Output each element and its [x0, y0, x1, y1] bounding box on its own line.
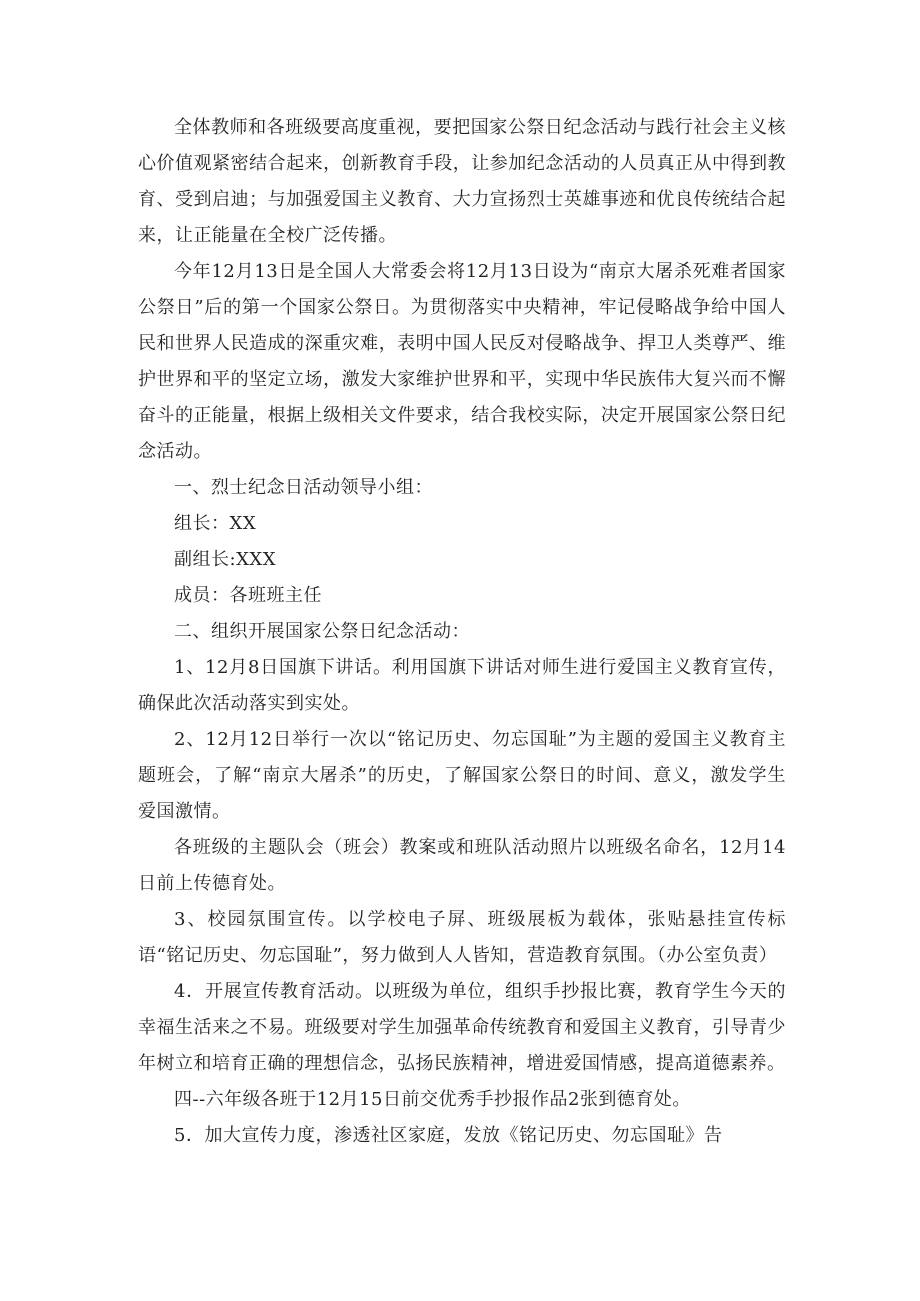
- paragraph-teachers-emphasis: 全体教师和各班级要高度重视，要把国家公祭日纪念活动与践行社会主义核心价值观紧密结合起来，创新教育手段，让参加纪念活动的人员真正从中得到教育、受到启迪；与加强爱国主义教育、大力宣扬烈士英雄事迹和优良传统结合起来，让正能量在全校广泛传播。: [138, 117, 786, 246]
- activity-item-4-note: 四--六年级各班于12月15日前交优秀手抄报作品2张到德育处。: [174, 1089, 691, 1110]
- activity-item-2-note: 各班级的主题队会（班会）教案或和班队活动照片以班级名命名，12月14日前上传德育处。: [138, 837, 786, 894]
- activity-item-4: 4．开展宣传教育活动。以班级为单位，组织手抄报比赛，教育学生今天的幸福生活来之不易。班级要对学生加强革命传统教育和爱国主义教育，引导青少年树立和培育正确的理想信念，弘扬民族精神，增进爱国情感，提高道德素养。: [138, 981, 786, 1074]
- heading-activities: 二、组织开展国家公祭日纪念活动：: [174, 621, 470, 642]
- members-line: 成员：各班班主任: [174, 585, 322, 606]
- heading-leadership-group: 一、烈士纪念日活动领导小组：: [174, 477, 433, 498]
- activity-item-3: 3、校园氛围宣传。以学校电子屏、班级展板为载体，张贴悬挂宣传标语“铭记历史、勿忘国耻”，努力做到人人皆知，营造教育氛围。（办公室负责）: [138, 909, 786, 966]
- paragraph-memorial-day-background: 今年12月13日是全国人大常委会将12月13日设为“南京大屠杀死难者国家公祭日”后的第一个国家公祭日。为贯彻落实中央精神，牢记侵略战争给中国人民和世界人民造成的深重灾难，表明中国人民反对侵略战争、捍卫人类尊严、维护世界和平的坚定立场，激发大家维护世界和平，实现中华民族伟大复兴而不懈奋斗的正能量，根据上级相关文件要求，结合我校实际，决定开展国家公祭日纪念活动。: [138, 261, 786, 462]
- activity-item-1: 1、12月8日国旗下讲话。利用国旗下讲话对师生进行爱国主义教育宣传，确保此次活动落实到实处。: [138, 657, 786, 714]
- document-body: [138, 110, 786, 1154]
- activity-item-5: 5．加大宣传力度，渗透社区家庭，发放《铭记历史、勿忘国耻》告: [174, 1125, 723, 1146]
- leader-line: 组长：XX: [174, 513, 257, 534]
- activity-item-2: 2、12月12日举行一次以“铭记历史、勿忘国耻”为主题的爱国主义教育主题班会，了解“南京大屠杀”的历史，了解国家公祭日的时间、意义，激发学生爱国激情。: [138, 729, 786, 822]
- deputy-leader-line: 副组长:XXX: [174, 549, 277, 570]
